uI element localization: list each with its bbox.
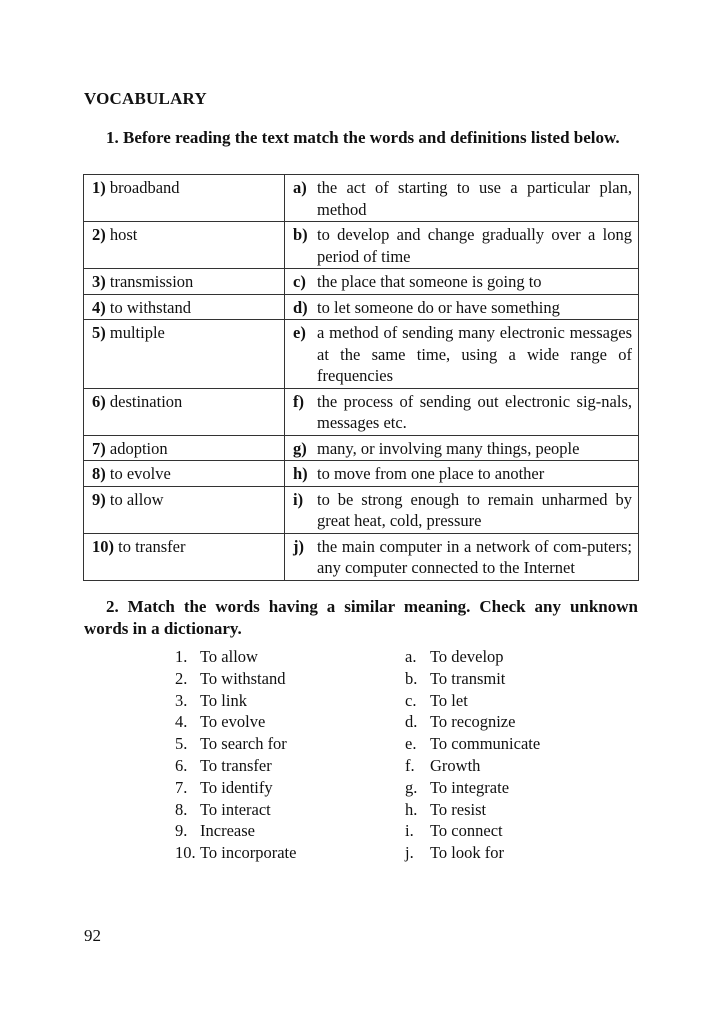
definition-text: to move from one place to another xyxy=(317,464,545,483)
table-row xyxy=(84,533,639,580)
item-text: To connect xyxy=(430,821,503,841)
table-row xyxy=(84,294,639,320)
section-heading: VOCABULARY xyxy=(84,89,207,108)
definition-text: the act of starting to use a particular plan, method xyxy=(317,178,632,219)
item-letter: a. xyxy=(405,647,417,666)
word-cell xyxy=(84,435,285,461)
word-cell xyxy=(84,320,285,389)
item-text: To allow xyxy=(200,647,258,666)
definition-cell xyxy=(285,320,639,389)
definition-text: to develop and change gradually over a long period of time xyxy=(317,225,632,266)
task-1-instruction xyxy=(84,127,638,149)
table-row xyxy=(84,388,639,435)
task-1-text: 1. Before reading the text match the words and definitions listed below. xyxy=(106,128,620,147)
definition-letter: e) xyxy=(293,323,306,342)
list-item xyxy=(175,646,296,668)
word-text: to transfer xyxy=(118,536,186,556)
word-cell xyxy=(84,175,285,222)
table-row xyxy=(84,269,639,295)
definition-letter: i) xyxy=(293,489,304,509)
list-item xyxy=(405,777,540,799)
item-text: To communicate xyxy=(430,734,541,754)
word-number: 6) xyxy=(92,391,106,411)
word-number: 3) xyxy=(92,272,106,291)
table-row xyxy=(84,222,639,269)
item-text: To develop xyxy=(430,647,504,666)
word-text: destination xyxy=(109,391,183,411)
definition-text: the process of sending out electronic sig-nals, messages etc. xyxy=(317,391,632,432)
list-item xyxy=(405,820,540,842)
word-number: 4) xyxy=(92,297,106,317)
list-item xyxy=(175,755,296,777)
definition-letter: b) xyxy=(293,225,308,244)
item-letter: i. xyxy=(405,821,414,841)
item-text: To identify xyxy=(200,777,273,797)
table-row xyxy=(84,435,639,461)
list-item xyxy=(405,755,540,777)
definition-cell xyxy=(285,388,639,435)
task-2-instruction xyxy=(84,596,638,640)
item-number: 3. xyxy=(175,690,188,710)
definition-letter: f) xyxy=(293,391,304,411)
definition-cell xyxy=(285,461,639,487)
word-text: to evolve xyxy=(109,464,171,483)
word-cell xyxy=(84,222,285,269)
definition-letter: h) xyxy=(293,464,308,483)
definition-cell xyxy=(285,435,639,461)
definition-cell xyxy=(285,294,639,320)
word-number: 1) xyxy=(92,178,106,197)
word-text: to allow xyxy=(109,489,164,509)
item-letter: d. xyxy=(405,712,418,732)
list-item xyxy=(175,820,296,842)
definition-letter: a) xyxy=(293,178,307,197)
list-item xyxy=(175,777,296,799)
item-letter: j. xyxy=(405,843,414,863)
list-item xyxy=(405,646,540,668)
word-text: broadband xyxy=(109,178,180,197)
item-letter: b. xyxy=(405,668,418,688)
list-item xyxy=(405,842,540,864)
definition-letter: g) xyxy=(293,438,307,458)
item-letter: g. xyxy=(405,777,418,797)
item-text: To transfer xyxy=(200,755,272,775)
list-item xyxy=(405,690,540,712)
word-cell xyxy=(84,486,285,533)
item-number: 4. xyxy=(175,712,188,732)
list-item xyxy=(405,711,540,733)
list-item xyxy=(405,733,540,755)
item-number: 8. xyxy=(175,799,188,819)
word-text: host xyxy=(109,225,138,244)
item-number: 10. xyxy=(175,843,196,863)
item-text: To withstand xyxy=(200,668,286,688)
definition-text: many, or involving many things, people xyxy=(317,438,580,458)
word-cell xyxy=(84,461,285,487)
item-letter: f. xyxy=(405,755,415,775)
item-letter: c. xyxy=(405,690,417,710)
definition-text: the place that someone is going to xyxy=(317,272,542,291)
word-text: adoption xyxy=(109,438,168,458)
definition-cell xyxy=(285,175,639,222)
item-letter: h. xyxy=(405,799,418,819)
item-text: To search for xyxy=(200,734,287,754)
list-item xyxy=(175,799,296,821)
word-text: transmission xyxy=(109,272,194,291)
word-number: 9) xyxy=(92,489,106,509)
item-text: To interact xyxy=(200,799,271,819)
table-row xyxy=(84,461,639,487)
list-item xyxy=(175,668,296,690)
item-number: 1. xyxy=(175,647,188,666)
word-number: 10) xyxy=(92,536,114,556)
right-word-list xyxy=(405,646,540,864)
item-text: To let xyxy=(430,690,468,710)
word-cell xyxy=(84,294,285,320)
item-number: 2. xyxy=(175,668,188,688)
left-word-list xyxy=(175,646,296,864)
item-number: 9. xyxy=(175,821,188,841)
item-text: Growth xyxy=(430,755,481,775)
word-number: 5) xyxy=(92,323,106,342)
list-item xyxy=(175,690,296,712)
word-number: 8) xyxy=(92,464,106,483)
vocabulary-table xyxy=(83,174,639,581)
definition-letter: d) xyxy=(293,297,308,317)
definition-text: to let someone do or have something xyxy=(317,297,560,317)
item-number: 5. xyxy=(175,734,188,754)
list-item xyxy=(405,668,540,690)
item-text: To evolve xyxy=(200,712,266,732)
item-number: 6. xyxy=(175,755,188,775)
list-item xyxy=(175,842,296,864)
word-text: to withstand xyxy=(109,297,191,317)
list-item xyxy=(175,733,296,755)
definition-letter: c) xyxy=(293,272,306,291)
definition-cell xyxy=(285,533,639,580)
item-letter: e. xyxy=(405,734,417,754)
item-number: 7. xyxy=(175,777,188,797)
word-number: 2) xyxy=(92,225,106,244)
definition-cell xyxy=(285,486,639,533)
definition-letter: j) xyxy=(293,536,304,556)
table-row xyxy=(84,486,639,533)
word-cell xyxy=(84,269,285,295)
definition-cell xyxy=(285,222,639,269)
item-text: To look for xyxy=(430,843,505,863)
list-item xyxy=(405,799,540,821)
word-cell xyxy=(84,533,285,580)
item-text: To link xyxy=(200,690,247,710)
list-item xyxy=(175,711,296,733)
word-number: 7) xyxy=(92,438,106,458)
item-text: To resist xyxy=(430,799,487,819)
word-text: multiple xyxy=(109,323,165,342)
item-text: To integrate xyxy=(430,777,510,797)
definition-text: to be strong enough to remain unharmed by great heat, cold, pressure xyxy=(317,489,632,530)
definition-cell xyxy=(285,269,639,295)
page-number: 92 xyxy=(84,926,101,945)
definition-text: the main computer in a network of com-puters; any computer connected to the Internet xyxy=(317,536,632,577)
table-row xyxy=(84,175,639,222)
item-text: Increase xyxy=(200,821,255,841)
table-row xyxy=(84,320,639,389)
definition-text: a method of sending many electronic messages at the same time, using a wide range of frequencies xyxy=(317,323,632,385)
item-text: To incorporate xyxy=(200,843,297,863)
item-text: To recognize xyxy=(430,712,516,732)
task-2-text: 2. Match the words having a similar meaning. Check any unknown words in a dictionary. xyxy=(84,597,638,638)
word-cell xyxy=(84,388,285,435)
item-text: To transmit xyxy=(430,668,506,688)
